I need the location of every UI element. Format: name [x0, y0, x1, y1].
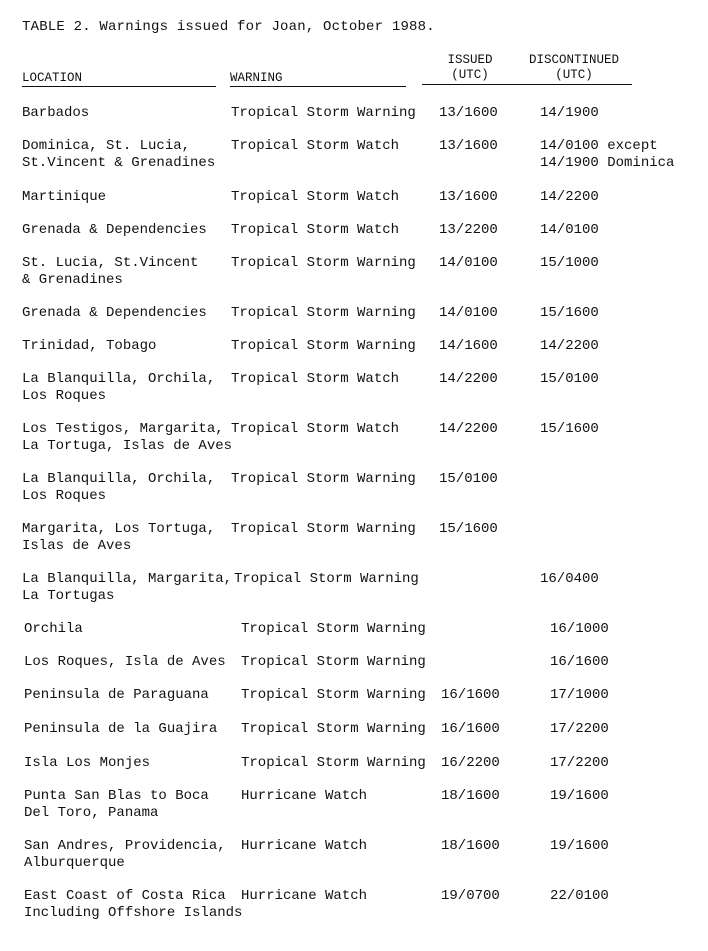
discontinued-cell: 19/1600: [550, 788, 609, 804]
discontinued-cell: 15/1600: [540, 421, 599, 437]
warning-cell: Tropical Storm Watch: [231, 189, 400, 205]
header-discontinued: [516, 53, 632, 85]
issued-cell: 16/1600: [441, 687, 500, 703]
issued-cell: 14/2200: [439, 421, 498, 437]
issued-cell: 16/1600: [441, 721, 500, 737]
discontinued-cell: 14/0100: [540, 222, 599, 238]
issued-cell: 13/1600: [439, 189, 498, 205]
discontinued-cell: 14/1900: [540, 105, 599, 121]
location-cell: La Blanquilla, Margarita, La Tortugas: [22, 571, 233, 604]
location-cell: East Coast of Costa Rica Including Offshore Islands: [24, 888, 243, 921]
location-cell: Grenada & Dependencies: [22, 222, 207, 238]
discontinued-cell: 19/1600: [550, 838, 609, 854]
location-cell: La Blanquilla, Orchila, Los Roques: [22, 471, 216, 504]
location-cell: Margarita, Los Tortuga, Islas de Aves: [22, 521, 216, 554]
warning-cell: Tropical Storm Warning: [241, 687, 426, 703]
discontinued-cell: 17/2200: [550, 721, 609, 737]
location-cell: Los Roques, Isla de Aves: [24, 654, 226, 670]
location-cell: Isla Los Monjes: [24, 755, 151, 771]
issued-cell: 14/1600: [439, 338, 498, 354]
header-issued-label: ISSUED: [447, 53, 493, 67]
warning-cell: Tropical Storm Watch: [231, 222, 400, 238]
location-cell: Barbados: [22, 105, 90, 121]
warning-cell: Tropical Storm Warning: [231, 105, 416, 121]
discontinued-cell: 14/0100 except 14/1900 Dominica: [540, 138, 675, 171]
issued-cell: 15/1600: [439, 521, 498, 537]
warning-cell: Tropical Storm Warning: [234, 571, 419, 587]
location-cell: La Blanquilla, Orchila, Los Roques: [22, 371, 216, 404]
discontinued-cell: 14/2200: [540, 189, 599, 205]
warning-cell: Hurricane Watch: [241, 788, 368, 804]
issued-cell: 15/0100: [439, 471, 498, 487]
warning-cell: Tropical Storm Warning: [231, 521, 416, 537]
location-cell: Grenada & Dependencies: [22, 305, 207, 321]
location-cell: Martinique: [22, 189, 107, 205]
location-cell: Dominica, St. Lucia, St.Vincent & Grenadines: [22, 138, 216, 171]
location-cell: Trinidad, Tobago: [22, 338, 157, 354]
warning-cell: Tropical Storm Watch: [231, 138, 400, 154]
discontinued-cell: 17/1000: [550, 687, 609, 703]
header-issued-unit: (UTC): [451, 68, 489, 82]
location-cell: San Andres, Providencia, Alburquerque: [24, 838, 226, 871]
issued-cell: 14/0100: [439, 305, 498, 321]
warning-cell: Tropical Storm Warning: [231, 338, 416, 354]
header-warning: WARNING: [230, 71, 406, 87]
discontinued-cell: 16/1000: [550, 621, 609, 637]
discontinued-cell: 14/2200: [540, 338, 599, 354]
issued-cell: 19/0700: [441, 888, 500, 904]
table-title: TABLE 2. Warnings issued for Joan, October 1988.: [22, 19, 435, 35]
warning-cell: Tropical Storm Warning: [231, 255, 416, 271]
warning-cell: Tropical Storm Warning: [231, 471, 416, 487]
issued-cell: 13/1600: [439, 138, 498, 154]
discontinued-cell: 15/1600: [540, 305, 599, 321]
warning-cell: Tropical Storm Warning: [241, 721, 426, 737]
header-discontinued-unit: (UTC): [555, 68, 593, 82]
discontinued-cell: 16/1600: [550, 654, 609, 670]
discontinued-cell: 17/2200: [550, 755, 609, 771]
discontinued-cell: 16/0400: [540, 571, 599, 587]
location-cell: Los Testigos, Margarita, La Tortuga, Islas de Aves: [22, 421, 233, 454]
discontinued-cell: 15/0100: [540, 371, 599, 387]
warning-cell: Tropical Storm Watch: [231, 371, 400, 387]
location-cell: St. Lucia, St.Vincent & Grenadines: [22, 255, 199, 288]
header-issued: [422, 53, 518, 85]
issued-cell: 13/1600: [439, 105, 498, 121]
header-location: LOCATION: [22, 71, 216, 87]
warning-cell: Tropical Storm Warning: [231, 305, 416, 321]
warning-cell: Hurricane Watch: [241, 838, 368, 854]
warning-cell: Tropical Storm Warning: [241, 755, 426, 771]
warning-cell: Hurricane Watch: [241, 888, 368, 904]
warning-cell: Tropical Storm Warning: [241, 654, 426, 670]
location-cell: Peninsula de Paraguana: [24, 687, 209, 703]
warning-cell: Tropical Storm Watch: [231, 421, 400, 437]
location-cell: Orchila: [24, 621, 83, 637]
location-cell: Punta San Blas to Boca Del Toro, Panama: [24, 788, 209, 821]
issued-cell: 18/1600: [441, 838, 500, 854]
issued-cell: 18/1600: [441, 788, 500, 804]
discontinued-cell: 22/0100: [550, 888, 609, 904]
header-discontinued-label: DISCONTINUED: [528, 53, 619, 67]
warning-cell: Tropical Storm Warning: [241, 621, 426, 637]
issued-cell: 14/0100: [439, 255, 498, 271]
issued-cell: 14/2200: [439, 371, 498, 387]
issued-cell: 13/2200: [439, 222, 498, 238]
issued-cell: 16/2200: [441, 755, 500, 771]
discontinued-cell: 15/1000: [540, 255, 599, 271]
location-cell: Peninsula de la Guajira: [24, 721, 218, 737]
